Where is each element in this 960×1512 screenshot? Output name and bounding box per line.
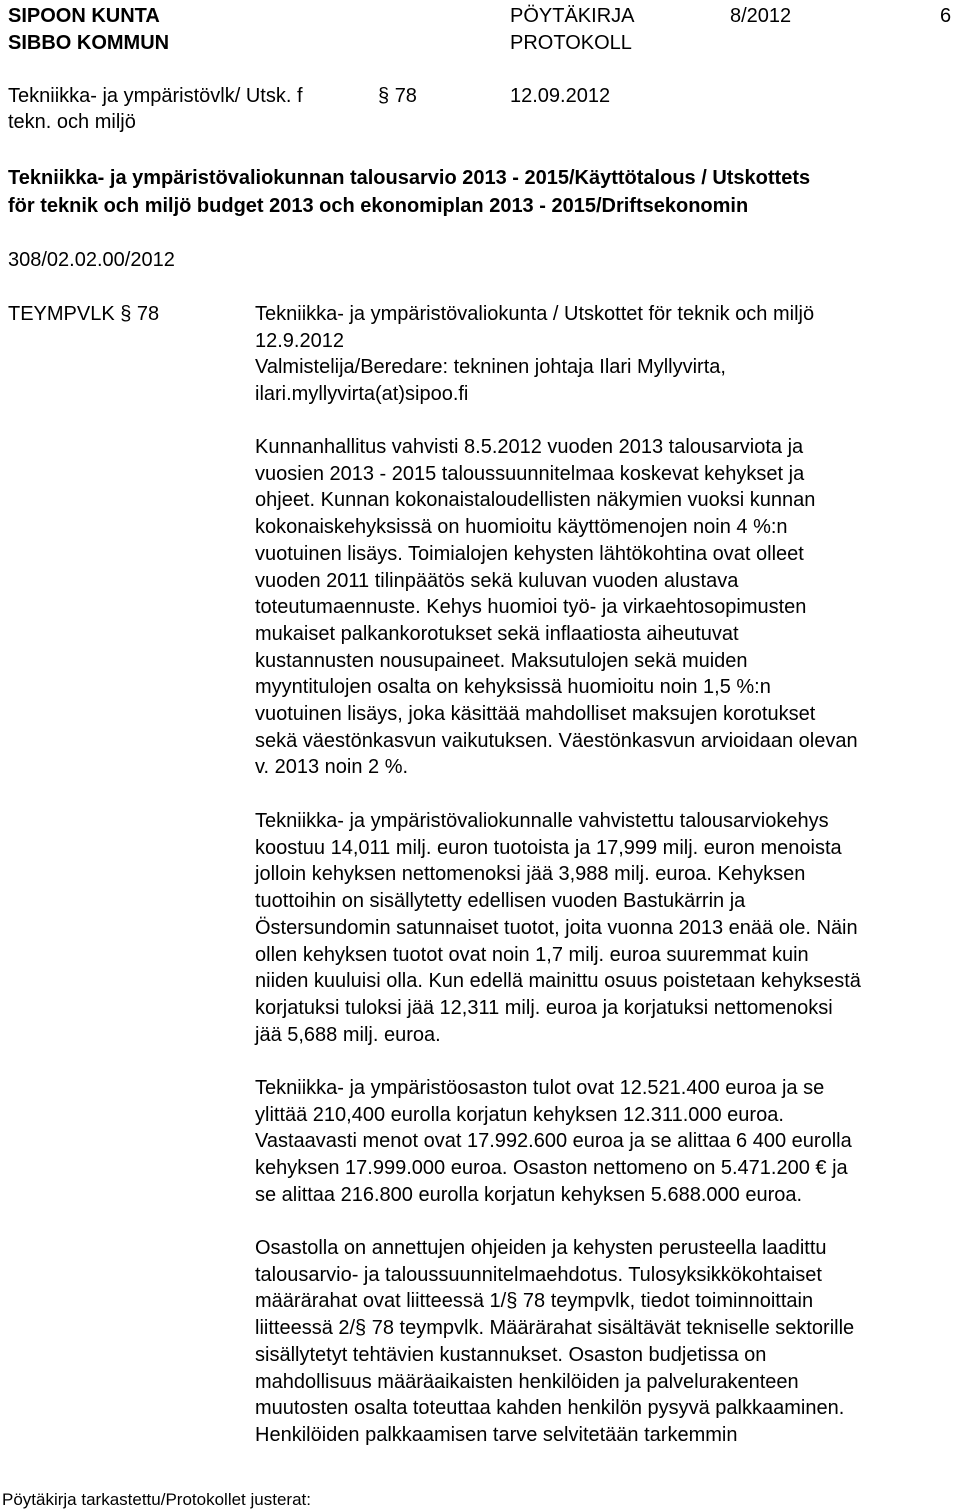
paragraph-line: määrärahat ovat liitteessä 1/§ 78 teympvlk, tiedot toiminnoittain <box>255 1290 814 1313</box>
paragraph-line: Tekniikka- ja ympäristövaliokunnalle vahvistettu talousarviokehys <box>255 810 829 832</box>
intro-line: 12.9.2012 <box>255 329 344 352</box>
paragraph-line: Östersundomin satunnaiset tuotot, joita vuonna 2013 enää ole. Näin <box>255 916 858 939</box>
doctype-sv: PROTOKOLL <box>510 32 632 54</box>
paragraph-line: Vastaavasti menot ovat 17.992.600 euroa ja se alittaa 6 400 eurolla <box>255 1130 852 1153</box>
paragraph-line: ohjeet. Kunnan kokonaistaloudellisten näkymien vuoksi kunnan <box>255 489 816 512</box>
paragraph-3 <box>255 1075 955 1209</box>
intro-line: Tekniikka- ja ympäristövaliokunta / Utskottet för teknik och miljö <box>255 303 815 325</box>
section-number: § 78 <box>378 85 417 107</box>
paragraph-line: toteutumaennuste. Kehys huomioi työ- ja virkaehtosopimusten <box>255 596 807 619</box>
paragraph-line: koostuu 14,011 milj. euron tuotoista ja 17,999 milj. euron menoista <box>255 836 842 859</box>
paragraph-line: muutosten osalta toteuttaa kahden henkilön pysyvä palkkaaminen. <box>255 1397 845 1420</box>
issue-number: 8/2012 <box>730 5 792 27</box>
section-label: TEYMPVLK § 78 <box>8 303 160 325</box>
paragraph-line: ollen kehyksen tuotot ovat noin 1,7 milj. euroa suuremmat kuin <box>255 943 809 966</box>
committee-line1: Tekniikka- ja ympäristövlk/ Utsk. f <box>8 85 303 107</box>
paragraph-line: jää 5,688 milj. euroa. <box>255 1023 441 1046</box>
paragraph-line: kustannusten nousupaineet. Maksutulojen sekä muiden <box>255 649 748 672</box>
page-number: 6 <box>940 5 952 27</box>
paragraph-line: jolloin kehyksen nettomenoksi jää 3,988 milj. euroa. Kehyksen <box>255 863 806 886</box>
paragraph-line: vuosien 2013 - 2015 taloussuunnitelmaa koskevat kehykset ja <box>255 462 805 485</box>
title-line: Tekniikka- ja ympäristövaliokunnan talousarvio 2013 - 2015/Käyttötalous / Utskottets <box>8 167 811 189</box>
document-title <box>8 164 953 220</box>
paragraph-line: vuoden 2011 tilinpäätös sekä kuluvan vuoden alustava <box>255 569 739 592</box>
paragraph-line: mukaiset palkankorotukset sekä inflaatiosta aiheutuvat <box>255 622 739 645</box>
paragraph-line: talousarvio- ja taloussuunnitelmaehdotus. Tulosyksikkökohtaiset <box>255 1263 822 1286</box>
doctype-fi: PÖYTÄKIRJA <box>510 5 635 27</box>
paragraph-line: Tekniikka- ja ympäristöosaston tulot ovat 12.521.400 euroa ja se <box>255 1077 825 1099</box>
paragraph-2 <box>255 808 955 1048</box>
paragraph-line: mahdollisuus määräaikaisten henkilöiden ja palvelurakenteen <box>255 1370 799 1393</box>
paragraph-line: sisällytetyt tehtävien kustannukset. Osaston budjetissa on <box>255 1343 767 1366</box>
paragraph-4 <box>255 1235 955 1449</box>
paragraph-line: tuottoihin on sisällytetty edellisen vuoden Bastukärrin ja <box>255 890 746 913</box>
org-name-sv: SIBBO KOMMUN <box>8 32 170 54</box>
org-name-fi: SIPOON KUNTA <box>8 5 160 27</box>
paragraph-line: vuotuinen lisäys. Toimialojen kehysten lähtökohtina ovat olleet <box>255 542 804 565</box>
paragraph-line: kokonaiskehyksissä on huomioitu käyttömenojen noin 4 %:n <box>255 516 788 539</box>
paragraph-line: se alittaa 216.800 eurolla korjatun kehyksen 5.688.000 euroa. <box>255 1183 803 1206</box>
paragraph-line: myyntitulojen osalta on kehyksissä huomioitu noin 1,5 %:n <box>255 676 771 699</box>
intro-line: Valmistelija/Beredare: tekninen johtaja Ilari Myllyvirta, <box>255 356 726 379</box>
title-line: för teknik och miljö budget 2013 och ekonomiplan 2013 - 2015/Driftsekonomin <box>8 195 749 217</box>
paragraph-line: Kunnanhallitus vahvisti 8.5.2012 vuoden 2013 talousarviota ja <box>255 436 804 458</box>
footer-verification: Pöytäkirja tarkastettu/Protokollet justerat: <box>2 1490 311 1509</box>
meeting-date: 12.09.2012 <box>510 85 611 107</box>
case-number: 308/02.02.00/2012 <box>8 249 175 271</box>
paragraph-line: liitteessä 2/§ 78 teympvlk. Määrärahat sisältävät tekniselle sektorille <box>255 1317 855 1340</box>
intro-line: ilari.myllyvirta(at)sipoo.fi <box>255 383 469 406</box>
section-number-value: 78 <box>394 85 417 107</box>
preparer-block <box>255 301 955 408</box>
paragraph-line: Henkilöiden palkkaamisen tarve selvitetään tarkemmin <box>255 1423 738 1446</box>
paragraph-line: v. 2013 noin 2 %. <box>255 756 409 779</box>
committee-line2: tekn. och miljö <box>8 111 136 133</box>
paragraph-1 <box>255 434 955 781</box>
paragraph-line: korjatuksi tuloksi jää 12,311 milj. euroa ja korjatuksi nettomenoksi <box>255 996 833 1019</box>
paragraph-line: niiden kuuluisi olla. Kun edellä mainittu osuus poistetaan kehyksestä <box>255 970 861 993</box>
paragraph-line: sekä väestönkasvun vaikutuksen. Väestönkasvun arvioidaan olevan <box>255 729 858 752</box>
paragraph-line: Osastolla on annettujen ohjeiden ja kehysten perusteella laadittu <box>255 1237 827 1259</box>
paragraph-line: vuotuinen lisäys, joka käsittää mahdolliset maksujen korotukset <box>255 703 816 726</box>
paragraph-line: ylittää 210,400 eurolla korjatun kehyksen 12.311.000 euroa. <box>255 1103 784 1126</box>
paragraph-line: kehyksen 17.999.000 euroa. Osaston nettomeno on 5.471.200 € ja <box>255 1157 848 1180</box>
